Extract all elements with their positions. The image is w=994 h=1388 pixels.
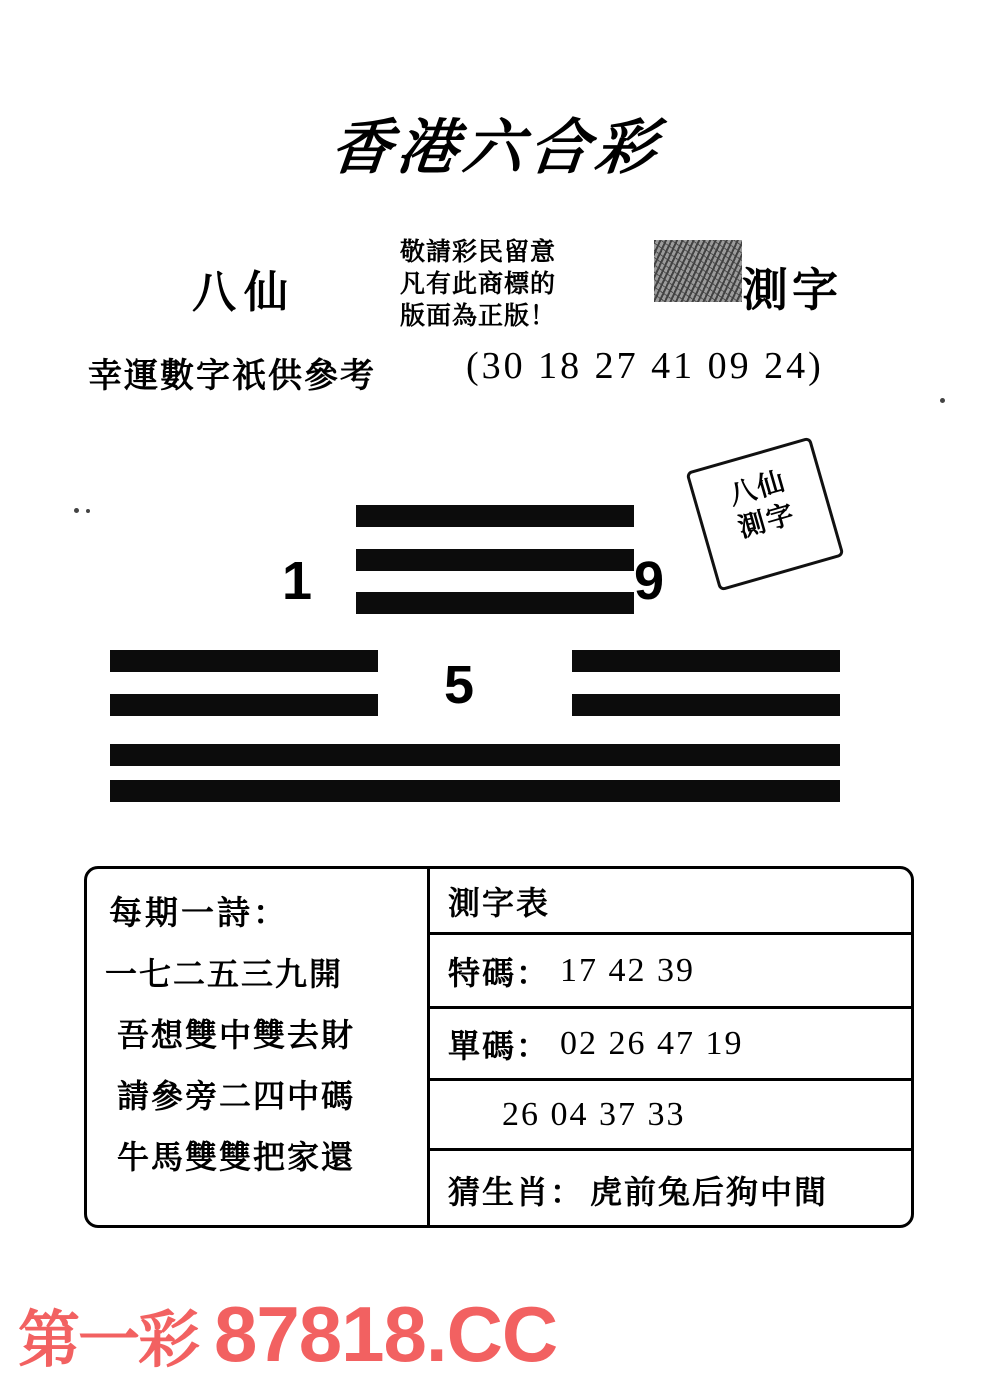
hexagram-center-number: 5 bbox=[444, 655, 475, 715]
ink-speck bbox=[74, 508, 79, 513]
lucky-numbers-value: (30 18 27 41 09 24) bbox=[466, 345, 824, 387]
footer-url: 87818.CC bbox=[214, 1290, 558, 1378]
footer-brand: 第一彩 bbox=[18, 1303, 199, 1376]
lucky-numbers-label: 幸運數字祇供參考 bbox=[88, 356, 376, 396]
page-title: 香港六合彩 bbox=[327, 113, 666, 183]
hexagram-bar bbox=[356, 549, 634, 571]
hexagram-bar-right bbox=[572, 650, 840, 672]
poem-line-3: 請參旁二四中碼 bbox=[117, 1077, 356, 1115]
hexagram-bar bbox=[110, 744, 840, 766]
hexagram-bar-left bbox=[110, 650, 378, 672]
hexagram-right-number: 9 bbox=[634, 551, 665, 611]
poem-title: 每期一詩： bbox=[109, 893, 289, 932]
hexagram-bar bbox=[110, 780, 840, 802]
brand-right-label: 測字 bbox=[742, 263, 842, 317]
hexagram-bar-left bbox=[110, 694, 378, 716]
poem-line-4: 牛馬雙雙把家還 bbox=[117, 1138, 356, 1176]
poem-panel bbox=[87, 869, 427, 1225]
poem-line-1: 一七二五三九開 bbox=[105, 955, 344, 993]
notice-line-2: 凡有此商標的 bbox=[400, 269, 557, 298]
table-row bbox=[430, 935, 914, 1009]
table-title-row bbox=[430, 869, 914, 935]
ink-speck bbox=[86, 509, 90, 513]
seal-stamp bbox=[685, 436, 844, 591]
info-box bbox=[84, 866, 914, 1228]
special-code-values: 17 42 39 bbox=[560, 951, 696, 989]
single-code-values: 02 26 47 19 bbox=[560, 1024, 744, 1062]
extra-code-values: 26 04 37 33 bbox=[502, 1095, 686, 1133]
table-row bbox=[430, 1081, 914, 1151]
notice-line-1: 敬請彩民留意 bbox=[400, 237, 557, 266]
hexagram-bar bbox=[356, 592, 634, 614]
table-title: 測字表 bbox=[448, 883, 551, 922]
hexagram-left-number: 1 bbox=[282, 551, 313, 611]
trademark-stamp-icon bbox=[654, 240, 742, 302]
notice-line-3: 版面為正版！ bbox=[400, 301, 557, 330]
zodiac-label: 猜生肖： bbox=[448, 1172, 585, 1211]
table-row bbox=[430, 1151, 914, 1228]
footer-watermark bbox=[18, 1289, 557, 1380]
seal-label: 八仙 測字 bbox=[725, 465, 800, 544]
hexagram-bar-right bbox=[572, 694, 840, 716]
hexagram-bar bbox=[356, 505, 634, 527]
prediction-table bbox=[430, 869, 914, 1225]
special-code-label: 特碼： bbox=[448, 953, 551, 992]
brand-left-label: 八仙 bbox=[192, 267, 296, 318]
table-row bbox=[430, 1009, 914, 1081]
poem-line-2: 吾想雙中雙去財 bbox=[117, 1016, 356, 1054]
authenticity-notice bbox=[400, 236, 556, 332]
ink-speck bbox=[940, 398, 945, 403]
single-code-label: 單碼： bbox=[448, 1026, 551, 1065]
zodiac-values: 虎前兔后狗中間 bbox=[590, 1172, 829, 1211]
